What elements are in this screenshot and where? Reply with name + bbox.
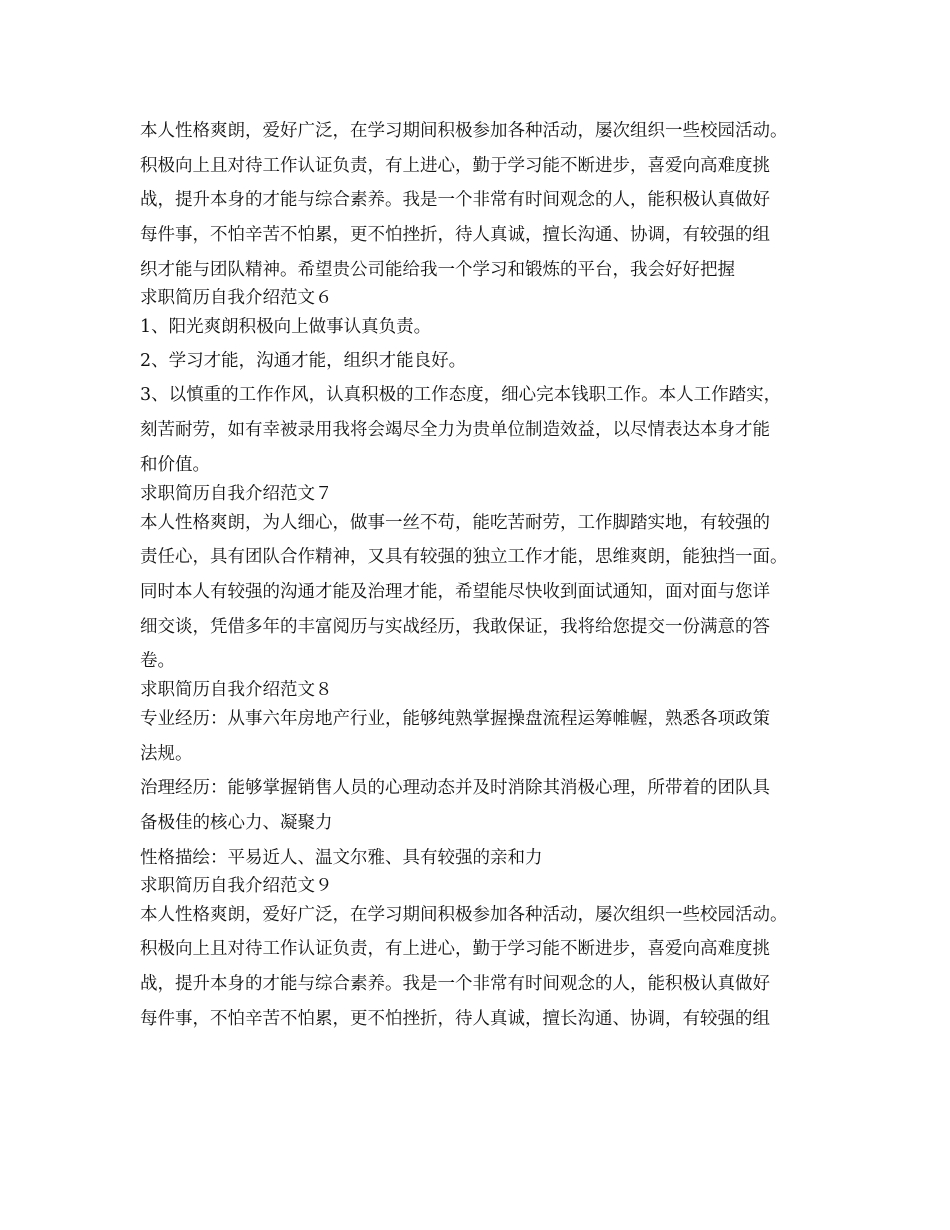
- text-line: 1、阳光爽朗积极向上做事认真负责。: [140, 317, 432, 338]
- text-line: 卷。: [140, 651, 175, 672]
- section-heading: 求职简历自我介绍范文８: [140, 679, 333, 700]
- text-line: 本人性格爽朗，爱好广泛，在学习期间积极参加各种活动，屡次组织一些校园活动。: [140, 904, 788, 925]
- text-line: 本人性格爽朗，爱好广泛，在学习期间积极参加各种活动，屡次组织一些校园活动。: [140, 121, 788, 141]
- text-line: 3、以慎重的工作作风，认真积极的工作态度，细心完本钱职工作。本人工作踏实，: [140, 385, 782, 406]
- section-heading: 求职简历自我介绍范文７: [140, 483, 333, 504]
- text-line: 治理经历：能够掌握销售人员的心理动态并及时消除其消极心理，所带着的团队具: [140, 778, 770, 799]
- document-page: [140, 114, 820, 1036]
- text-line: 2、学习才能，沟通才能，组织才能良好。: [140, 351, 467, 372]
- text-line: 同时本人有较强的沟通才能及治理才能，希望能尽快收到面试通知，面对面与您详: [140, 581, 770, 602]
- section-heading: 求职简历自我介绍范文６: [140, 288, 333, 309]
- text-line: 战，提升本身的才能与综合素养。我是一个非常有时间观念的人，能积极认真做好: [140, 974, 770, 995]
- text-line: 备极佳的核心力、凝聚力: [140, 813, 333, 833]
- text-line: 细交谈，凭借多年的丰富阅历与实战经历，我敢保证，我将给您提交一份满意的答: [140, 616, 770, 637]
- text-line: 战，提升本身的才能与综合素养。我是一个非常有时间观念的人，能积极认真做好: [140, 190, 770, 211]
- text-line: 责任心，具有团队合作精神，又具有较强的独立工作才能，思维爽朗，能独挡一面。: [140, 547, 788, 568]
- text-line: 积极向上且对待工作认证负责，有上进心，勤于学习能不断进步，喜爱向高难度挑: [140, 155, 770, 176]
- text-line: 性格描绘：平易近人、温文尔雅、具有较强的亲和力: [140, 847, 543, 868]
- text-line: 织才能与团队精神。希望贵公司能给我一个学习和锻炼的平台，我会好好把握: [140, 259, 735, 280]
- text-line: 每件事，不怕辛苦不怕累，更不怕挫折，待人真诚，擅长沟通、协调，有较强的组: [140, 1008, 770, 1029]
- text-line: 本人性格爽朗，为人细心，做事一丝不苟，能吃苦耐劳，工作脚踏实地，有较强的: [140, 512, 770, 533]
- section-heading: 求职简历自我介绍范文９: [140, 875, 333, 896]
- text-line: 每件事，不怕辛苦不怕累，更不怕挫折，待人真诚，擅长沟通、协调，有较强的组: [140, 225, 770, 246]
- text-line: 法规。: [140, 743, 193, 764]
- text-line: 专业经历：从事六年房地产行业，能够纯熟掌握操盘流程运筹帷幄，熟悉各项政策: [140, 708, 770, 729]
- text-line: 和价值。: [140, 454, 210, 475]
- text-line: 积极向上且对待工作认证负责，有上进心，勤于学习能不断进步，喜爱向高难度挑: [140, 939, 770, 960]
- text-line: 刻苦耐劳，如有幸被录用我将会竭尽全力为贵单位制造效益，以尽情表达本身才能: [140, 420, 770, 441]
